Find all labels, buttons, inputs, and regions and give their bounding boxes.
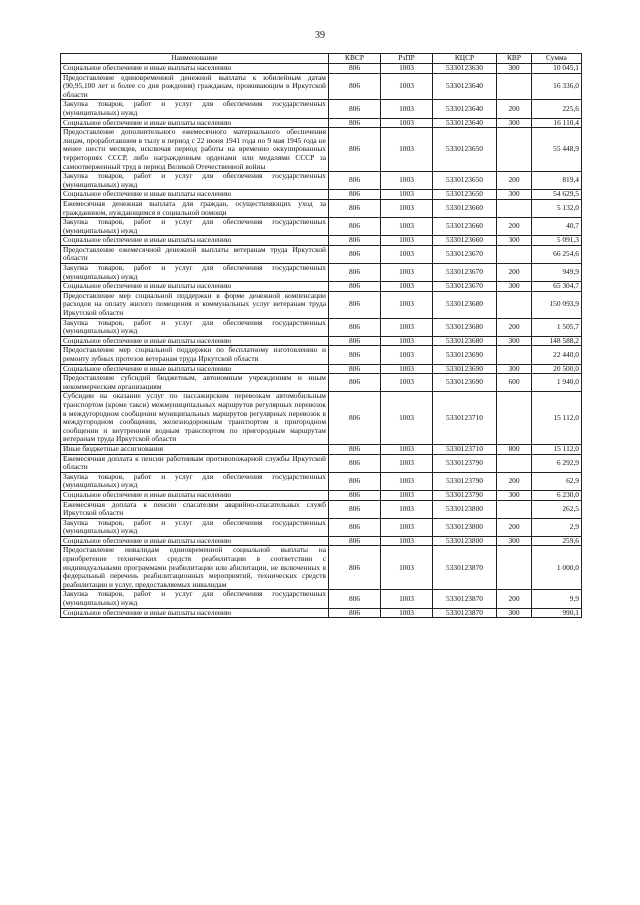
- cell-kvsr: 806: [329, 444, 381, 454]
- cell-name: Закупка товаров, работ и услуг для обеспечения государственных (муниципальных) нужд: [61, 264, 329, 282]
- cell-kvr: [497, 454, 532, 472]
- cell-kvr: 200: [497, 264, 532, 282]
- table-row: [61, 336, 582, 346]
- cell-kcsr: 5330123800: [433, 518, 497, 536]
- cell-kcsr: 5330123690: [433, 374, 497, 392]
- cell-sum: 990,1: [532, 608, 582, 618]
- cell-kcsr: 5330123670: [433, 264, 497, 282]
- cell-kvsr: 806: [329, 374, 381, 392]
- table-row: [61, 128, 582, 172]
- cell-kcsr: 5330123790: [433, 454, 497, 472]
- cell-rzpr: 1003: [381, 546, 433, 590]
- cell-rzpr: 1003: [381, 64, 433, 74]
- cell-kcsr: 5330123670: [433, 245, 497, 263]
- cell-sum: 148 588,2: [532, 336, 582, 346]
- cell-sum: 16 336,0: [532, 73, 582, 100]
- cell-rzpr: 1003: [381, 336, 433, 346]
- cell-sum: 5 132,0: [532, 199, 582, 217]
- cell-kcsr: 5330123870: [433, 546, 497, 590]
- cell-kcsr: 5330123640: [433, 73, 497, 100]
- cell-name: Социальное обеспечение и иные выплаты населению: [61, 608, 329, 618]
- cell-kvr: 200: [497, 218, 532, 236]
- cell-kvsr: 806: [329, 318, 381, 336]
- table-row: [61, 264, 582, 282]
- cell-kvr: 800: [497, 444, 532, 454]
- cell-kvr: 200: [497, 518, 532, 536]
- cell-name: Предоставление дополнительного ежемесячного материального обеспечения лицам, проработавшим в тылу в период с 22 июня 1941 года по 9 мая 1945 года не менее шести месяцев, исключая период работы на временно оккупированных территориях СССР, либо награжденным орденами или медалями СССР за самоотверженный труд в период Великой Отечественной войны: [61, 128, 329, 172]
- cell-kcsr: 5330123640: [433, 100, 497, 118]
- cell-rzpr: 1003: [381, 128, 433, 172]
- cell-sum: 5 091,3: [532, 236, 582, 246]
- cell-kcsr: 5330123870: [433, 590, 497, 608]
- cell-rzpr: 1003: [381, 245, 433, 263]
- table-row: [61, 245, 582, 263]
- cell-rzpr: 1003: [381, 190, 433, 200]
- table-row: [61, 218, 582, 236]
- header-kvr: КВР: [497, 54, 532, 64]
- cell-rzpr: 1003: [381, 590, 433, 608]
- cell-kvsr: 806: [329, 364, 381, 374]
- cell-sum: 62,9: [532, 472, 582, 490]
- table-row: [61, 64, 582, 74]
- cell-sum: 6 230,0: [532, 490, 582, 500]
- cell-name: Ежемесячная доплата к пенсии работникам противопожарной службы Иркутской области: [61, 454, 329, 472]
- cell-kvsr: 806: [329, 472, 381, 490]
- cell-kvr: 200: [497, 172, 532, 190]
- table-body: [61, 64, 582, 618]
- cell-name: Ежемесячная доплата к пенсии спасателям аварийно-спасательных служб Иркутской области: [61, 500, 329, 518]
- cell-name: Закупка товаров, работ и услуг для обеспечения государственных (муниципальных) нужд: [61, 100, 329, 118]
- table-row: [61, 172, 582, 190]
- cell-name: Закупка товаров, работ и услуг для обеспечения государственных (муниципальных) нужд: [61, 218, 329, 236]
- cell-sum: 65 304,7: [532, 282, 582, 292]
- cell-name: Социальное обеспечение и иные выплаты населению: [61, 282, 329, 292]
- cell-kvr: [497, 128, 532, 172]
- cell-rzpr: 1003: [381, 608, 433, 618]
- cell-kvr: 300: [497, 236, 532, 246]
- cell-kvsr: 806: [329, 172, 381, 190]
- cell-rzpr: 1003: [381, 444, 433, 454]
- cell-kvsr: 806: [329, 346, 381, 364]
- cell-rzpr: 1003: [381, 374, 433, 392]
- table-row: [61, 490, 582, 500]
- cell-kcsr: 5330123800: [433, 536, 497, 546]
- cell-kvsr: 806: [329, 118, 381, 128]
- table-row: [61, 364, 582, 374]
- table-row: [61, 73, 582, 100]
- cell-rzpr: 1003: [381, 172, 433, 190]
- table-row: [61, 608, 582, 618]
- cell-rzpr: 1003: [381, 364, 433, 374]
- header-sum: Сумма: [532, 54, 582, 64]
- cell-kcsr: 5330123660: [433, 236, 497, 246]
- cell-rzpr: 1003: [381, 199, 433, 217]
- cell-sum: 150 093,9: [532, 291, 582, 318]
- cell-rzpr: 1003: [381, 100, 433, 118]
- cell-sum: 1 505,7: [532, 318, 582, 336]
- table-row: [61, 100, 582, 118]
- table-row: [61, 190, 582, 200]
- cell-kcsr: 5330123630: [433, 64, 497, 74]
- cell-kvr: [497, 346, 532, 364]
- cell-kvr: 300: [497, 364, 532, 374]
- table-row: [61, 291, 582, 318]
- cell-kvsr: 806: [329, 100, 381, 118]
- cell-sum: 10 045,1: [532, 64, 582, 74]
- cell-rzpr: 1003: [381, 536, 433, 546]
- page-number: 39: [315, 30, 325, 41]
- cell-sum: 22 440,0: [532, 346, 582, 364]
- table-row: [61, 374, 582, 392]
- cell-kvr: 300: [497, 336, 532, 346]
- cell-kvr: 300: [497, 282, 532, 292]
- cell-kcsr: 5330123690: [433, 346, 497, 364]
- cell-kcsr: 5330123790: [433, 472, 497, 490]
- cell-kcsr: 5330123660: [433, 199, 497, 217]
- table-row: [61, 454, 582, 472]
- table-row: [61, 546, 582, 590]
- cell-name: Предоставление единовременной денежной выплаты к юбилейным датам (90,95,100 лет и более со дня рождения) гражданам, проживающим в Иркутской области: [61, 73, 329, 100]
- cell-name: Закупка товаров, работ и услуг для обеспечения государственных (муниципальных) нужд: [61, 318, 329, 336]
- cell-name: Закупка товаров, работ и услуг для обеспечения государственных (муниципальных) нужд: [61, 172, 329, 190]
- cell-name: Закупка товаров, работ и услуг для обеспечения государственных (муниципальных) нужд: [61, 590, 329, 608]
- cell-kvsr: 806: [329, 546, 381, 590]
- cell-kvr: [497, 73, 532, 100]
- cell-rzpr: 1003: [381, 472, 433, 490]
- cell-name: Социальное обеспечение и иные выплаты населению: [61, 64, 329, 74]
- cell-rzpr: 1003: [381, 236, 433, 246]
- cell-name: Социальное обеспечение и иные выплаты населению: [61, 190, 329, 200]
- cell-rzpr: 1003: [381, 73, 433, 100]
- cell-kvsr: 806: [329, 264, 381, 282]
- cell-rzpr: 1003: [381, 291, 433, 318]
- cell-kvr: [497, 199, 532, 217]
- cell-kvsr: 806: [329, 245, 381, 263]
- cell-kvr: 200: [497, 318, 532, 336]
- cell-kcsr: 5330123680: [433, 291, 497, 318]
- cell-kvsr: 806: [329, 64, 381, 74]
- cell-kvsr: 806: [329, 218, 381, 236]
- cell-rzpr: 1003: [381, 218, 433, 236]
- cell-sum: 16 110,4: [532, 118, 582, 128]
- cell-kvr: [497, 500, 532, 518]
- cell-sum: 225,6: [532, 100, 582, 118]
- table-row: [61, 518, 582, 536]
- cell-name: Социальное обеспечение и иные выплаты населению: [61, 236, 329, 246]
- cell-kcsr: 5330123710: [433, 444, 497, 454]
- cell-kcsr: 5330123660: [433, 218, 497, 236]
- cell-sum: 2,9: [532, 518, 582, 536]
- table-row: [61, 282, 582, 292]
- cell-sum: 259,6: [532, 536, 582, 546]
- header-kvsr: КВСР: [329, 54, 381, 64]
- cell-kcsr: 5330123640: [433, 118, 497, 128]
- cell-kcsr: 5330123690: [433, 364, 497, 374]
- table-row: [61, 472, 582, 490]
- cell-kvr: 300: [497, 190, 532, 200]
- cell-sum: 54 629,5: [532, 190, 582, 200]
- cell-sum: 20 500,0: [532, 364, 582, 374]
- cell-name: Социальное обеспечение и иные выплаты населению: [61, 490, 329, 500]
- cell-rzpr: 1003: [381, 282, 433, 292]
- cell-name: Предоставление ежемесячной денежной выплаты ветеранам труда Иркутской области: [61, 245, 329, 263]
- cell-rzpr: 1003: [381, 454, 433, 472]
- cell-kcsr: 5330123650: [433, 190, 497, 200]
- cell-name: Предоставление инвалидам единовременной социальной выплаты на приобретение технических средств реабилитации в соответствии с индивидуальными программами реабилитации или абилитации, не включенных в федеральный перечень реабилитационных мероприятий, технических средств реабилитации и услуг, предоставляемых инвалидам: [61, 546, 329, 590]
- cell-sum: 1 000,0: [532, 546, 582, 590]
- cell-name: Ежемесячная денежная выплата для граждан, осуществляющих уход за гражданином, нуждающимся в социальной помощи: [61, 199, 329, 217]
- table-header-row: [61, 54, 582, 64]
- cell-kvsr: 806: [329, 282, 381, 292]
- cell-kvsr: 806: [329, 392, 381, 445]
- table-row: [61, 536, 582, 546]
- cell-kcsr: 5330123800: [433, 500, 497, 518]
- cell-kvr: [497, 291, 532, 318]
- cell-name: Предоставление мер социальной поддержки по бесплатному изготовлению и ремонту зубных протезов ветеранам труда Иркутской области: [61, 346, 329, 364]
- cell-sum: 9,9: [532, 590, 582, 608]
- header-rzpr: РзПР: [381, 54, 433, 64]
- cell-kvr: 300: [497, 118, 532, 128]
- table-row: [61, 392, 582, 445]
- cell-kvsr: 806: [329, 73, 381, 100]
- cell-kvr: [497, 392, 532, 445]
- cell-rzpr: 1003: [381, 392, 433, 445]
- cell-kvr: 300: [497, 608, 532, 618]
- cell-name: Субсидии на оказание услуг по пассажирским перевозкам автомобильным транспортом (кроме такси) межмуниципальных маршрутов регулярных перевозок в междугородном сообщении муниципальных маршрутов регулярных перевозок в междугородном сообщении, железнодорожным транспортом в пригородном сообщении и внутренним водным транспортом по пригородным маршрутам ветеранам труда Иркутской области: [61, 392, 329, 445]
- cell-rzpr: 1003: [381, 318, 433, 336]
- cell-kvr: 200: [497, 590, 532, 608]
- table-row: [61, 199, 582, 217]
- cell-rzpr: 1003: [381, 346, 433, 364]
- cell-kcsr: 5330123650: [433, 172, 497, 190]
- cell-kvr: [497, 245, 532, 263]
- cell-kvsr: 806: [329, 236, 381, 246]
- cell-kvr: 300: [497, 64, 532, 74]
- cell-name: Социальное обеспечение и иные выплаты населению: [61, 364, 329, 374]
- cell-sum: 40,7: [532, 218, 582, 236]
- cell-name: Закупка товаров, работ и услуг для обеспечения государственных (муниципальных) нужд: [61, 472, 329, 490]
- cell-rzpr: 1003: [381, 490, 433, 500]
- cell-sum: 1 940,0: [532, 374, 582, 392]
- cell-name: Социальное обеспечение и иные выплаты населению: [61, 118, 329, 128]
- cell-kcsr: 5330123670: [433, 282, 497, 292]
- cell-kvsr: 806: [329, 454, 381, 472]
- cell-kvsr: 806: [329, 199, 381, 217]
- cell-rzpr: 1003: [381, 118, 433, 128]
- cell-name: Социальное обеспечение и иные выплаты населению: [61, 536, 329, 546]
- table-row: [61, 500, 582, 518]
- table-row: [61, 346, 582, 364]
- cell-kvr: 200: [497, 100, 532, 118]
- cell-kcsr: 5330123680: [433, 318, 497, 336]
- cell-kvr: 300: [497, 490, 532, 500]
- header-name: Наименование: [61, 54, 329, 64]
- cell-rzpr: 1003: [381, 264, 433, 282]
- budget-table: [60, 53, 582, 618]
- cell-kvr: 200: [497, 472, 532, 490]
- cell-kvsr: 806: [329, 490, 381, 500]
- cell-kvr: 300: [497, 536, 532, 546]
- cell-kvr: 600: [497, 374, 532, 392]
- header-kcsr: КЦСР: [433, 54, 497, 64]
- cell-sum: 819,4: [532, 172, 582, 190]
- cell-sum: 949,9: [532, 264, 582, 282]
- cell-kvr: [497, 546, 532, 590]
- cell-kvsr: 806: [329, 590, 381, 608]
- cell-sum: 15 112,0: [532, 444, 582, 454]
- cell-kcsr: 5330123870: [433, 608, 497, 618]
- cell-name: Социальное обеспечение и иные выплаты населению: [61, 336, 329, 346]
- table-row: [61, 118, 582, 128]
- cell-rzpr: 1003: [381, 500, 433, 518]
- cell-sum: 66 254,6: [532, 245, 582, 263]
- cell-sum: 6 292,9: [532, 454, 582, 472]
- cell-kvsr: 806: [329, 128, 381, 172]
- table-row: [61, 590, 582, 608]
- cell-rzpr: 1003: [381, 518, 433, 536]
- cell-name: Закупка товаров, работ и услуг для обеспечения государственных (муниципальных) нужд: [61, 518, 329, 536]
- cell-kvsr: 806: [329, 291, 381, 318]
- cell-sum: 55 448,9: [532, 128, 582, 172]
- cell-kcsr: 5330123790: [433, 490, 497, 500]
- table-row: [61, 318, 582, 336]
- cell-name: Иные бюджетные ассигнования: [61, 444, 329, 454]
- cell-sum: 15 112,0: [532, 392, 582, 445]
- table-row: [61, 444, 582, 454]
- cell-sum: 262,5: [532, 500, 582, 518]
- cell-name: Предоставление субсидий бюджетным, автономным учреждениям и иным некоммерческим организациям: [61, 374, 329, 392]
- cell-kvsr: 806: [329, 536, 381, 546]
- cell-kvsr: 806: [329, 500, 381, 518]
- cell-name: Предоставление мер социальной поддержки в форме денежной компенсации расходов на оплату жилого помещения и коммунальных услуг ветеранам труда Иркутской области: [61, 291, 329, 318]
- cell-kvsr: 806: [329, 190, 381, 200]
- cell-kvsr: 806: [329, 336, 381, 346]
- cell-kcsr: 5330123680: [433, 336, 497, 346]
- table-row: [61, 236, 582, 246]
- cell-kcsr: 5330123710: [433, 392, 497, 445]
- cell-kcsr: 5330123650: [433, 128, 497, 172]
- cell-kvsr: 806: [329, 608, 381, 618]
- cell-kvsr: 806: [329, 518, 381, 536]
